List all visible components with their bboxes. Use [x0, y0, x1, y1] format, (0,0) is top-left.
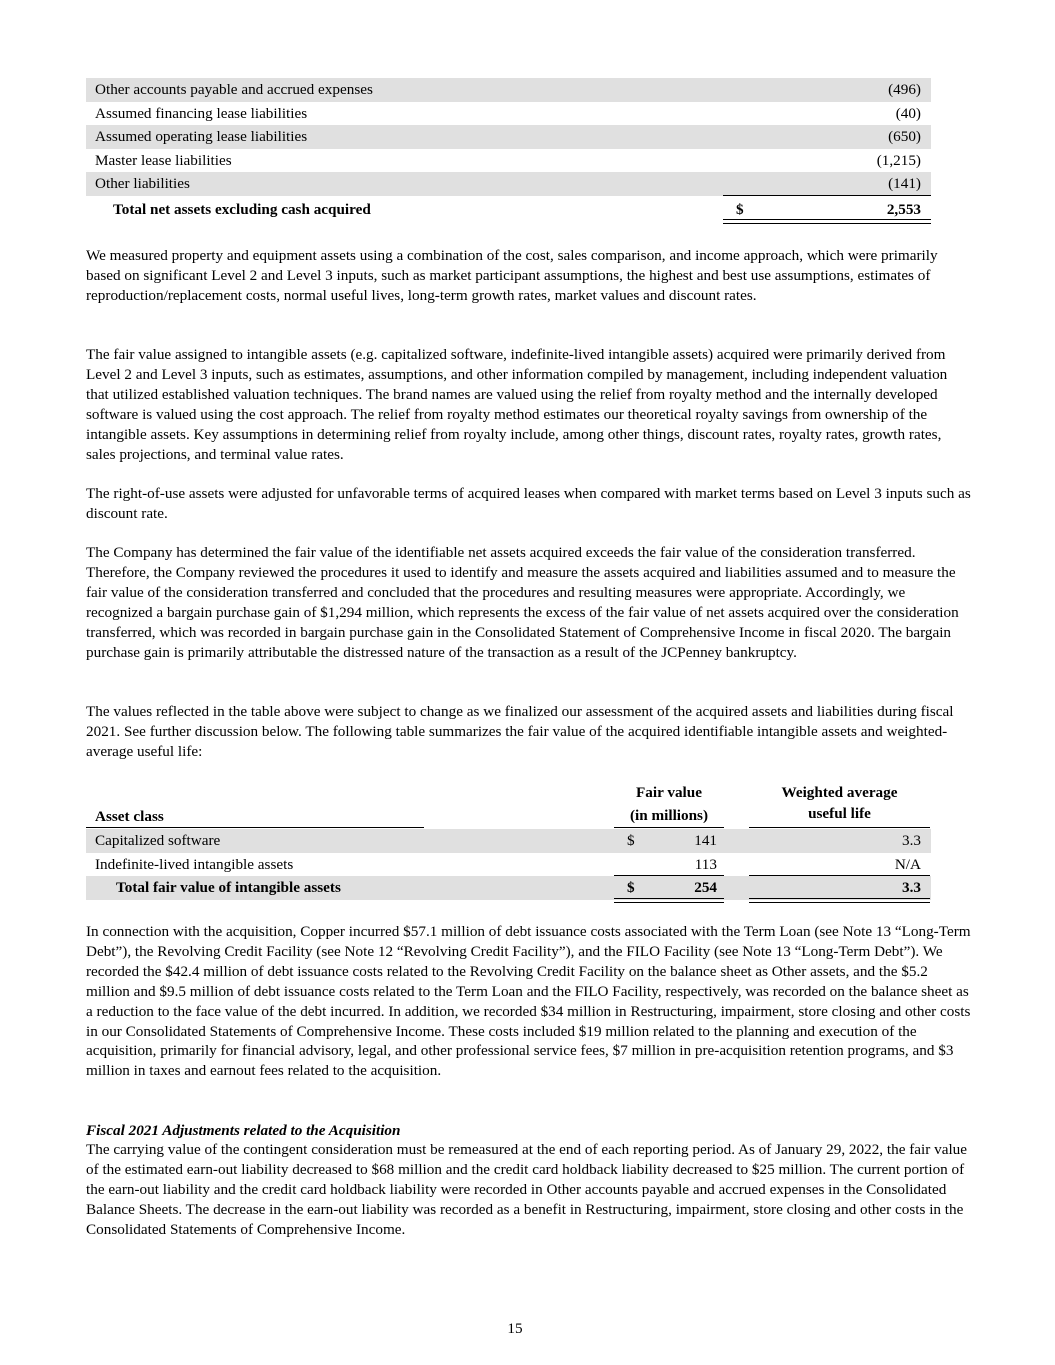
header-rule [749, 827, 930, 828]
table-row [86, 125, 931, 149]
paragraph-property-equipment: We measured property and equipment assets using a combination of the cost, sales comparison, and income approach, which were primarily based on significant Level 2 and Level 3 inputs, such as market participant assumptions, the highest and best use assumptions, estimates of reproduction/replacement costs, normal useful lives, long-term growth rates, market values and discount rates. [86, 247, 938, 304]
row-label: Other liabilities [95, 175, 190, 192]
row-label: Master lease liabilities [95, 151, 232, 169]
currency-symbol: $ [736, 201, 744, 218]
row-value: (40) [895, 104, 921, 122]
table-row [86, 149, 931, 173]
header-rule [614, 827, 724, 828]
paragraph-adjustments: The carrying value of the contingent consideration must be remeasured at the end of each reporting period. As of January 29, 2022, the fair value of the estimated earn-out liability decreased to $68 million and the credit card holdback liability decreased to $25 million. The current portion of the earn-out liability and the credit card holdback liability were recorded in Other accounts payable and accrued expenses in the Consolidated Balance Sheets. The decrease in the earn-out liability was recorded as a benefit in Restructuring, impairment, store closing and other costs in the Consolidated Statements of Comprehensive Income. [86, 1141, 967, 1238]
table-row [86, 853, 931, 877]
row-label: Assumed financing lease liabilities [95, 104, 308, 122]
table-row [86, 172, 931, 196]
total-label: Total net assets excluding cash acquired [113, 201, 371, 218]
row-useful-life: 3.3 [902, 832, 921, 849]
paragraph-right-of-use: The right-of-use assets were adjusted for unfavorable terms of acquired leases when compared with market terms based on Level 3 inputs such as discount rate. [86, 485, 971, 522]
section-heading: Fiscal 2021 Adjustments related to the Acquisition [86, 1122, 401, 1139]
header-fair-value: Fair value [636, 784, 702, 801]
paragraph-bargain-purchase: The Company has determined the fair value of the identifiable net assets acquired exceeds the fair value of the consideration transferred. Therefore, the Company reviewed the procedures it used to identify and measure the assets acquired and liabilities assumed and to measure the fair value of the consideration transferred and concluded that the procedures and resulting measures were appropriate. Accordingly, we recognized a bargain purchase gain of $1,294 million, which represents the excess of the fair value of net assets acquired over the consideration transferred, which was recorded in bargain purchase gain in the Consolidated Statement of Comprehensive Income in fiscal 2020. The bargain purchase gain is primarily attributable the distressed nature of the transaction as a result of the JCPenney bankruptcy. [86, 544, 959, 661]
total-double-rule [614, 898, 724, 903]
total-double-rule [749, 898, 930, 903]
total-value: 2,553 [886, 201, 921, 218]
total-value: 254 [694, 879, 717, 896]
row-value: (1,215) [876, 151, 921, 169]
table-row [86, 78, 931, 102]
paragraph-values-reflected: The values reflected in the table above were subject to change as we finalized our assessment of the acquired assets and liabilities during fiscal 2021. See further discussion below. The following table summarizes the fair value of the acquired identifiable intangible assets and weighted-average useful life: [86, 703, 954, 760]
row-value: 113 [694, 855, 717, 873]
row-label: Assumed operating lease liabilities [95, 128, 308, 145]
row-value: (141) [888, 175, 921, 192]
row-label: Indefinite-lived intangible assets [95, 855, 294, 873]
row-label: Other accounts payable and accrued expenses [95, 81, 373, 98]
table-row [86, 829, 931, 853]
paragraph-intangible-assets: The fair value assigned to intangible assets (e.g. capitalized software, indefinite-lived intangible assets) acquired were primarily derived from Level 2 and Level 3 inputs, such as estimates, assumptions, and other information compiled by management, including independent valuation that utilized established valuation techniques. The brand names are valued using the relief from royalty method and the internally developed software is valued using the cost approach. The relief from royalty method estimates our theoretical royalty savings from ownership of the intangible assets. Key assumptions in determining relief from royalty include, among other things, discount rates, royalty rates, growth rates, sales projections, and terminal value rates. [86, 346, 948, 463]
table-row [86, 102, 931, 126]
row-value: (496) [888, 81, 921, 98]
total-row [86, 876, 931, 900]
paragraph-debt-issuance: In connection with the acquisition, Copper incurred $57.1 million of debt issuance costs associated with the Term Loan (see Note 13 “Long-Term Debt”), the Revolving Credit Facility (see Note 12 “Revolving Credit Facility”), and the FILO Facility (see Note 13 “Long-Term Debt”). We recorded the $42.4 million of debt issuance costs related to the Revolving Credit Facility on the balance sheet as Other assets, and the $5.2 million and $9.5 million of debt issuance costs related to the Term Loan and the FILO Facility, respectively, was recorded on the balance sheet as a reduction to the face value of the debt incurred. In addition, we recorded $34 million in Restructuring, impairment, store closing and other costs in our Consolidated Statements of Comprehensive Income. These costs included $19 million related to the planning and execution of the acquisition, primarily for financial advisory, legal, and other professional service fees, $7 million in pre-acquisition retention programs, and $3 million in taxes and earnout fees related to the acquisition. [86, 923, 971, 1080]
total-double-rule [723, 219, 931, 224]
header-in-millions: (in millions) [629, 807, 709, 824]
subtotal-rule [723, 195, 931, 196]
currency-symbol: $ [627, 832, 635, 849]
currency-symbol: $ [627, 879, 635, 896]
row-value: (650) [888, 128, 921, 145]
page-number: 15 [507, 1320, 523, 1337]
row-label: Capitalized software [95, 832, 221, 849]
row-useful-life: N/A [894, 855, 921, 873]
header-rule [86, 827, 424, 828]
header-asset-class: Asset class [95, 808, 164, 825]
header-useful-life: useful life [808, 805, 871, 822]
row-value: 141 [694, 832, 717, 849]
total-row [86, 198, 931, 222]
total-label: Total fair value of intangible assets [116, 879, 341, 896]
header-weighted-average: Weighted average [781, 784, 898, 801]
total-useful-life: 3.3 [902, 879, 921, 896]
